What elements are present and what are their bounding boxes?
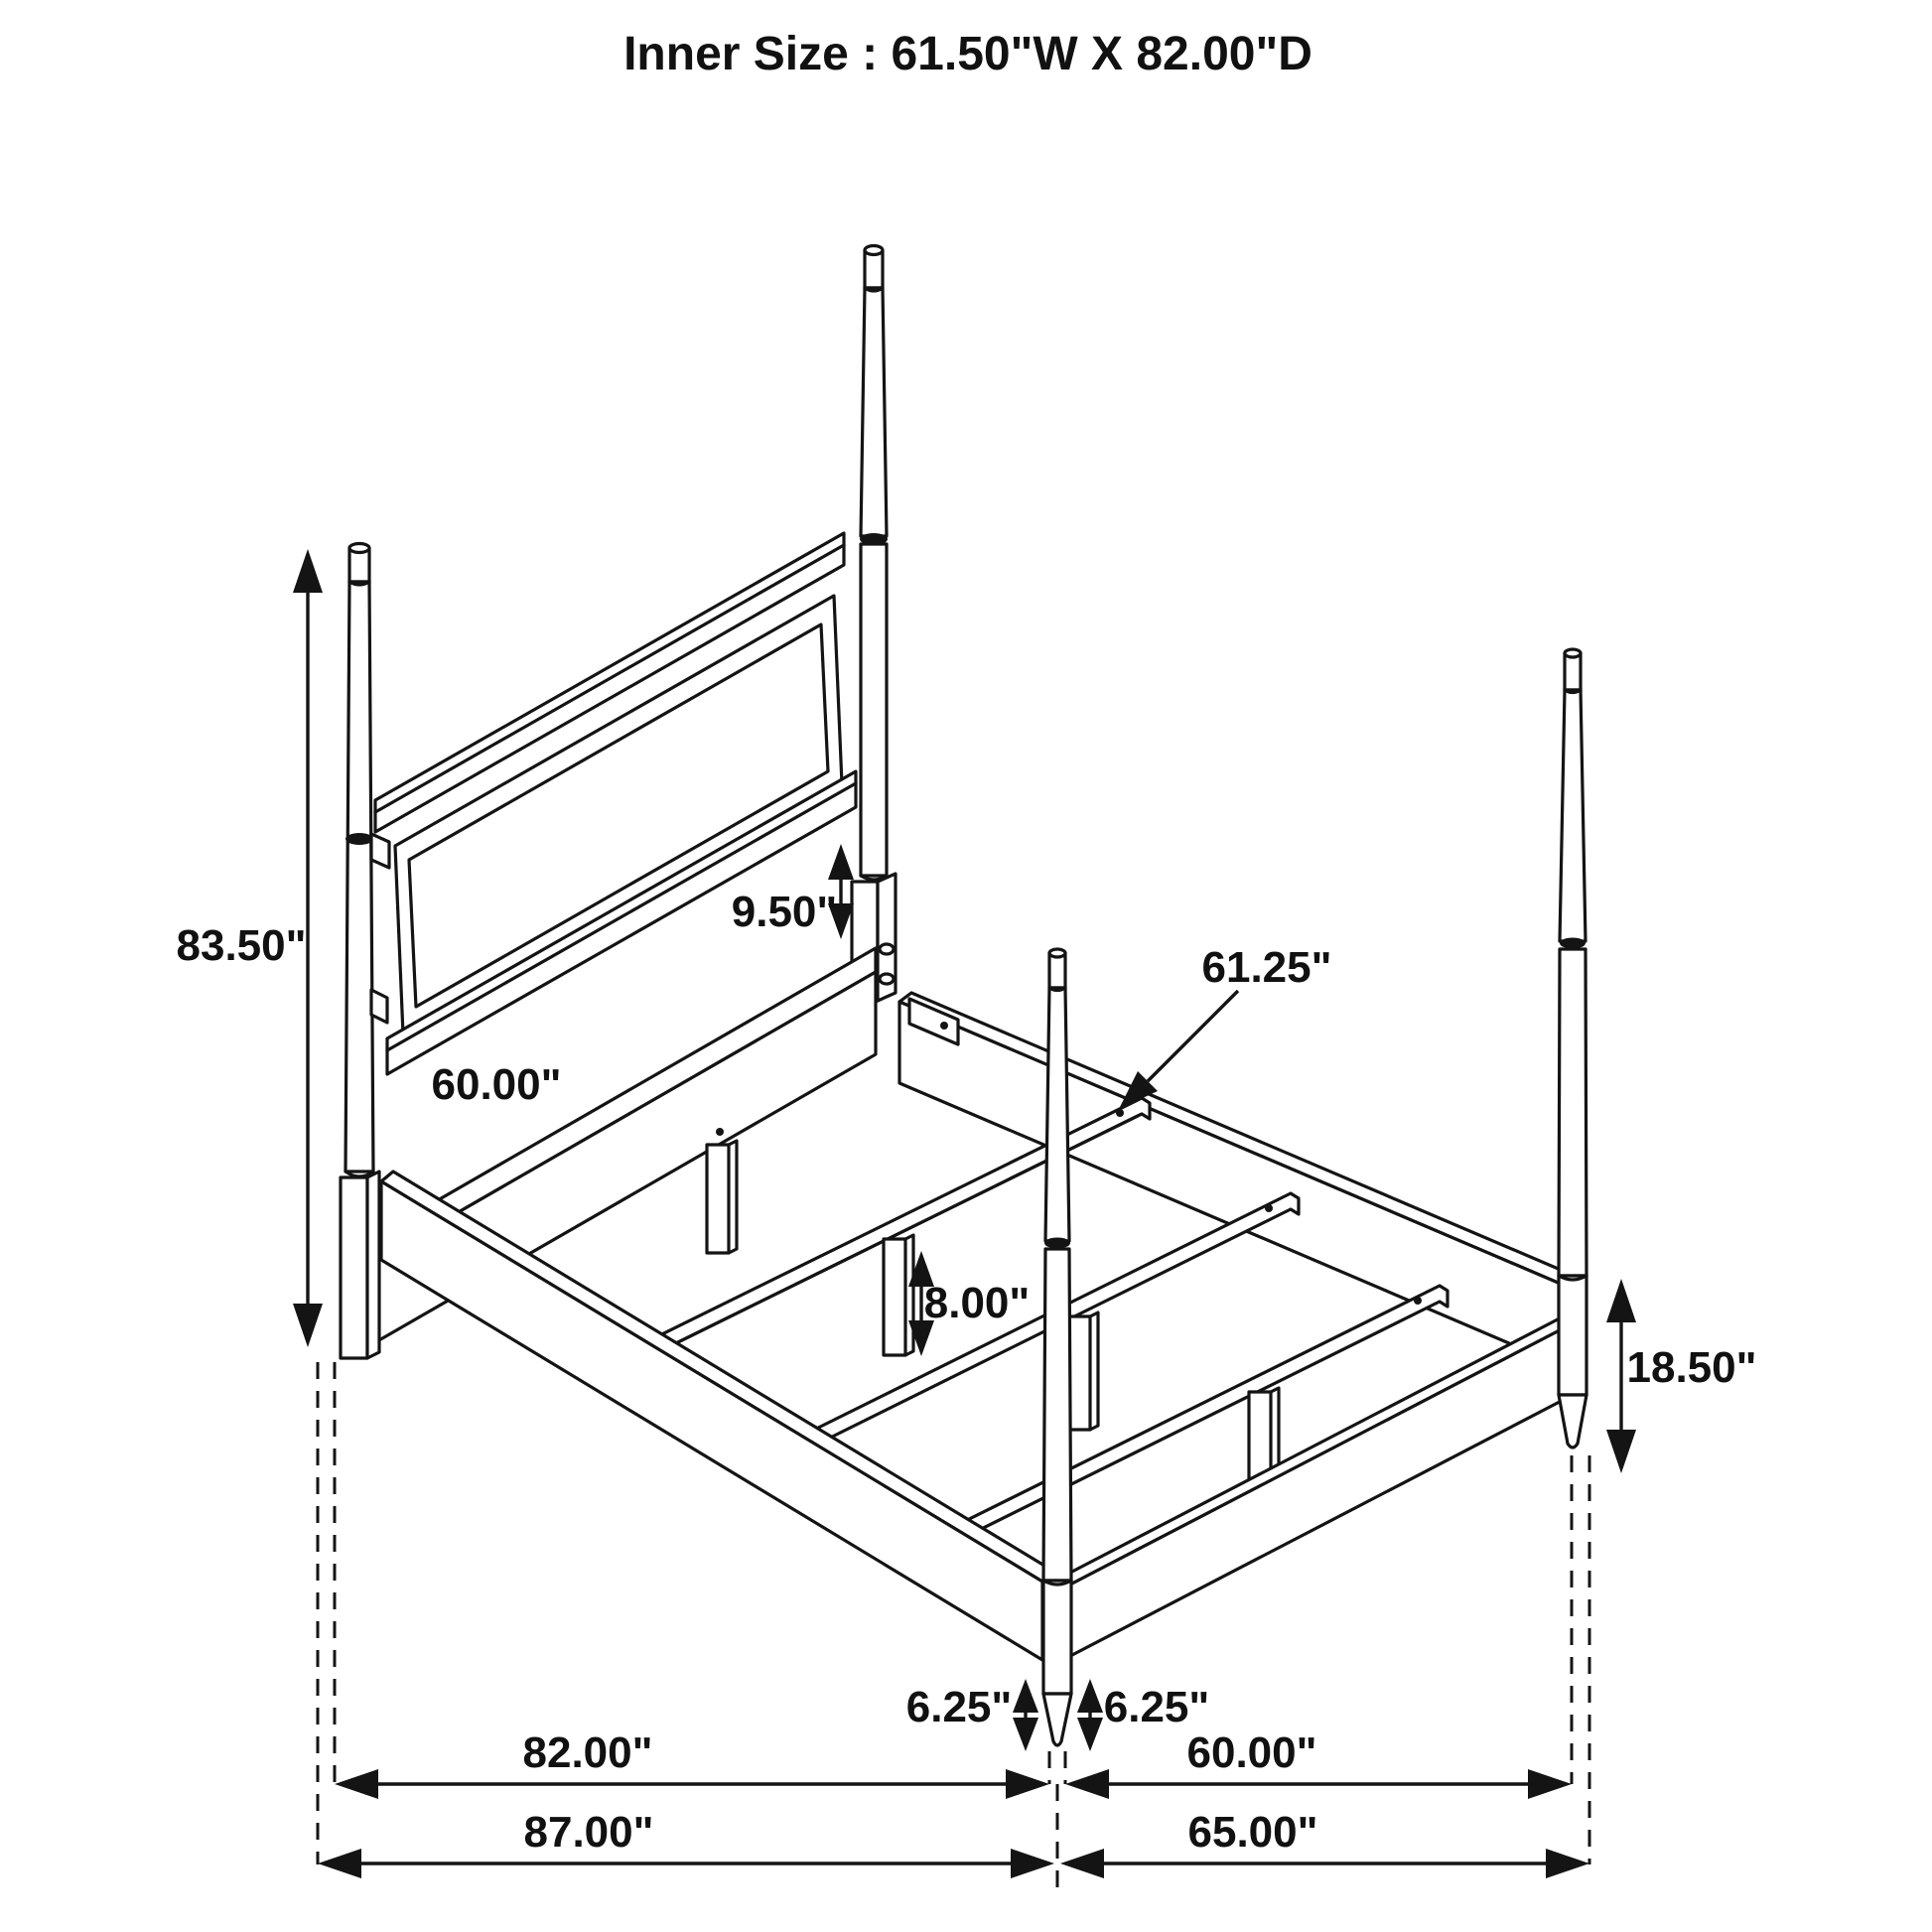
dim-slat-length-label: 61.25" — [1201, 943, 1332, 992]
dim-inner-width — [1065, 1728, 1572, 1799]
dim-headboard-width-label: 60.00" — [431, 1060, 562, 1109]
support-leg — [1068, 1312, 1098, 1430]
dim-side-foot-height-label: 6.25" — [1103, 1683, 1210, 1731]
dim-headboard-gap-label: 9.50" — [731, 888, 838, 936]
footboard-rail — [1070, 1309, 1579, 1656]
headboard — [375, 533, 856, 1074]
foot-left-post — [1043, 949, 1071, 1745]
dim-center-leg-height-label: 8.00" — [923, 1279, 1031, 1327]
dim-inner-depth-label: 82.00" — [522, 1728, 653, 1777]
page-title: Inner Size : 61.50"W X 82.00"D — [623, 28, 1312, 80]
foot-right-post — [1559, 649, 1587, 1448]
dim-overall-width-label: 65.00" — [1187, 1808, 1318, 1857]
dim-slat-length — [1119, 943, 1331, 1109]
dim-overall-depth — [318, 1808, 1054, 1878]
dim-front-foot-height — [906, 1679, 1038, 1751]
dim-inner-depth — [335, 1728, 1049, 1799]
dim-inner-width-label: 60.00" — [1186, 1728, 1317, 1777]
dim-overall-depth-label: 87.00" — [523, 1808, 654, 1857]
support-leg — [884, 1235, 913, 1355]
dim-foot-post-height-label: 18.50" — [1626, 1343, 1757, 1392]
dim-foot-post-height — [1606, 1279, 1756, 1473]
dim-post-height — [177, 549, 323, 1347]
dim-post-height-label: 83.50" — [176, 921, 307, 970]
dim-overall-width — [1060, 1808, 1589, 1878]
support-leg — [707, 1141, 737, 1253]
dim-front-foot-height-label: 6.25" — [905, 1683, 1013, 1731]
headboard-right-post — [852, 246, 896, 1002]
mattress-slat — [784, 1193, 1299, 1460]
